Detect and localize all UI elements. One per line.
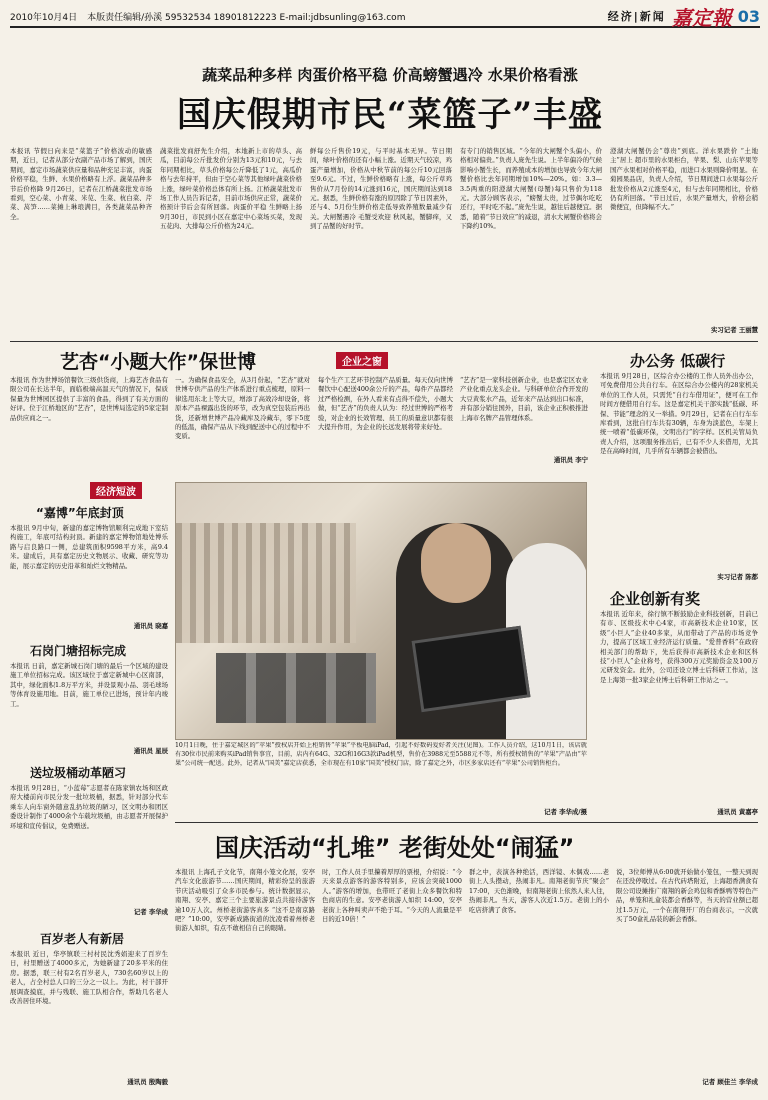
photo-byline: 记者 李华成/摄 bbox=[544, 808, 587, 816]
festival-headline: 国庆活动“扎堆” 老街处处“闹猛” bbox=[215, 834, 575, 862]
lead-headline: 国庆假期市民“菜篮子”丰盛 bbox=[176, 95, 604, 135]
innovate-body: 本报讯 近年来，徐行镇不断鼓励企业科技创新，目前已有市、区级技术中心4家，市高新技术企业10家，区级“小巨人”企业40多家，从而带动了产品的市场竞争力，提高了区域工业经济运行质量。“爱普香料”在政府相关部门的帮助下，先后获得市高新技术企业和区科技“小巨人”企业称号，获得300万元奖励资金及100万元研发资金。此外，公司还设立博士后科研工作站，这是上海第一批3家企业博士后科研工作站之一。 bbox=[600, 610, 758, 684]
brief-3-headline: 送垃圾桶动革陋习 bbox=[30, 766, 127, 780]
festival-column-4: 说，3位师傅从6:00就开始做小笼包，一整天到现在还没停歇过。在古代砖塔附近，上海超香满食有限公司设摊推广南翔的新会鸡包和香酥鸭等特色产品，单笼和礼盒装都会香酥等，当天的营业额已超过1.5万元，一个在南翔开厂的台商表示，一次就买了50盒礼品装的新会香酥。 bbox=[616, 868, 758, 924]
photo-person-face bbox=[421, 523, 491, 603]
lead-column-4: 有专门的销售区域。“今年的大闸蟹个头偏小，价格相对偏贵。”负责人庞先生说。上半年偏冷的气候影响小蟹生长，而养殖成本的增加也导致今年大闸蟹价格比去年同期增加10%—20%。如：3.3—3.5两重的阳澄湖大闸蟹(母蟹)每只售价为118元。大部分顾客表示，“螃蟹太贵，过节偶尔吃吃还行，平时吃不起。”庞先生说，越往后越便宜。据悉，随着“节日效应”的减退，清水大闸蟹价格将会下降约10%。 bbox=[460, 147, 602, 231]
page-header bbox=[10, 6, 760, 28]
brief-2-headline: 石岗门塘招标完成 bbox=[30, 644, 127, 658]
brief-1-body: 本报讯 9月中旬，新建的嘉定博物馆顺利完成地下室结构施工，年底可结构封顶。新建的嘉定博物馆地处博乐路与启良路口一侧，总建筑面积9598平方米，高9.4米。建成后，具有嘉定历史文物展示、收藏、研究等功能，展示嘉定的历史沿革和灿烂文物精品。 bbox=[10, 524, 168, 570]
art-column-3: 每个生产工艺环节控制产品质量。每天仅向世博餐饮中心配送400余公斤的产品，每件产品都经过严格检测，在外人看来有点得不偿失，小题大做，但“艺杏”的负责人认为：经过世博的严格考验，对企业的长效管理、员工的质量意识都有很大提升作用，为企业的长远发展将带来好处。 bbox=[318, 376, 453, 432]
art-byline: 通讯员 李宁 bbox=[553, 456, 588, 464]
photo-display-screens bbox=[216, 653, 376, 723]
brief-1-headline: “嘉博”年底封顶 bbox=[36, 506, 124, 520]
brief-1-byline: 通讯员 晓嘉 bbox=[133, 622, 168, 630]
festival-column-2: 时，工作人员手里攥着厚厚的票根，介绍说：“今天来景点游客的游客特别多，应该会突破1000人。”游客的增加，也带旺了老街上众多餐饮和特色商店的生意。安亭老街游人如织 14:00，安亭老街上各种叫卖声不绝于耳。“今天的人流量是平日的近10倍！” bbox=[322, 868, 462, 924]
page-number: 03 bbox=[737, 6, 760, 26]
divider-rule bbox=[10, 341, 758, 342]
art-column-1: 本报讯 作为世博场馆餐饮三级供货商，上海艺杏食品有限公司在长达半年，面临极端高温天气的情况下，保质保量为世博园区提供了丰富的食品，得到了有关方面的好评。位于江桥地区的“艺杏”，是世博局选定的5家定制品供应商之一。 bbox=[10, 376, 168, 422]
lead-subheadline: 蔬菜品种多样 肉蛋价格平稳 价高螃蟹遇冷 水果价格看涨 bbox=[202, 66, 578, 84]
lead-column-1: 本报讯 节假日向来是“菜篮子”价格波动的敏感期，近日，记者从部分农副产品市场了解到，国庆期间，嘉定市场蔬菜供应量和品种充足丰富，肉蛋价格平稳，生鲜、水果价格略有上浮。蔬菜品种多 节后价格降 9月26日，记者在江桥蔬菜批发市场看到，空心菜、小青菜、米苋、生菜、杭白菜、芹菜、莴笋……菜摊上琳琅满目，各类蔬菜品种齐全。 bbox=[10, 147, 152, 221]
art-section-tag: 企业之窗 bbox=[336, 352, 388, 369]
brief-4-headline: 百岁老人有新居 bbox=[40, 932, 125, 946]
brief-3-byline: 记者 李华成 bbox=[133, 908, 168, 916]
editor-info: 本版责任编辑/孙溪 59532534 18901812223 E-mail:jdbsunling@163.com bbox=[87, 12, 406, 23]
innovate-headline: 企业创新有奖 bbox=[610, 590, 701, 608]
brief-4-byline: 通讯员 殷陶毅 bbox=[127, 1078, 168, 1086]
newspaper-brand: 嘉定報 bbox=[671, 5, 732, 30]
festival-column-3: 群之中，表演各种绝活，西洋镜、木偶戏……老街上人头攒动，热闹非凡。南翔老街节庆“聚会” 17:00，天色渐晚，但南翔老街上依然人来人往，热闹非凡。当天，游客人次近1.5万。老街上的小吃店挤满了食客。 bbox=[469, 868, 609, 914]
lead-column-5: 澄湖大闸蟹仍会“尊贵”到底。洋水果跌价 “土地主”居上 超市里的水果柜台，苹果、梨、山东苹果等国产水果相对价格平稳，而进口水果则降价明显。在菊园果品店，负责人介绍，节日期间进口水果每公斤批发价格从2元涨至4元，但与去年同期相比，价格仍有所回落。“节日过后，水果产量增大，价格会稍微便宜，但降幅不大。” bbox=[610, 147, 758, 212]
brief-2-byline: 通讯员 星辰 bbox=[133, 747, 168, 755]
lead-byline: 实习记者 王丽慧 bbox=[711, 326, 758, 334]
festival-column-1: 本报讯 上海孔子文化节，南翔小笼文化展，安亭汽车文化旅游节……国庆期间，精彩纷呈的旅游节庆活动吸引了众多市民参与。统计数据显示，南翔、安亭、嘉定三个主要旅游景点共接待游客逾10万人次。州桥老街游客真多 “这不是南京路吧？”10:00，安亭新成路街道的沈凌看着州桥老街游人如织，有点不敢相信自己的眼睛。 bbox=[175, 868, 315, 933]
art-column-4: “艺杏”是一家科技创新企业，也是嘉定区农业产业化重点龙头企业。与科研单位合作开发的大豆黄浆水产品，近年来产品达到出口标准，并有部分销往国外，目前，该企业正积极推进上海市名牌产品管理体系。 bbox=[460, 376, 588, 422]
office-byline: 实习记者 陈都 bbox=[717, 573, 758, 581]
festival-byline: 记者 顾佳兰 李华成 bbox=[702, 1078, 758, 1086]
festival-divider bbox=[175, 822, 758, 823]
lead-column-3: 鲜每公斤售价19元，与平时基本无异。节日期间，绿叶价格的还有小幅上涨。近期天气较凉，鸡蛋产量增加，价格从中秋节前的每公斤10元回落至9.6元。不过，生鲜价格略有上涨，每公斤草鸡售价从7月份的14元涨到16元，国庆期间达到18元。据悉，生鲜价格有涨的原因除了节日因素外，还与4、5月份生鲜价格走低导致养殖数量减少有关。大闸蟹遇冷 毛蟹受欢迎 秋风起，蟹脚痒，又到了品蟹的好时节。 bbox=[310, 147, 452, 231]
section-name: 经济|新闻 bbox=[607, 10, 666, 23]
photo-tablet bbox=[412, 626, 531, 713]
brief-2-body: 本报讯 日前，嘉定新城石岗门塘的最后一个区域的建设施工单位招标完成。该区域位于嘉定新城中心区南部，其中，绿化面积1.8万平方米，并设景观小品、羽毛球场等体育设施用地。目前，施工单位已进场，预计年内竣工。 bbox=[10, 662, 168, 708]
art-column-2: 一。为确保食品安全，从3月份起，“艺杏”就对世博专供产品的生产体系进行重点梳理，原料一律选用东北上等大豆，增添了高效冷却设备，将原本产品裸露出货的环节，改为真空包装后再出货，还新增世博产品冷藏库及冷藏车，零下5度的低温，确保产品从下线到配送中心的过程中不变质。 bbox=[175, 376, 310, 441]
office-body: 本报讯 9月28日，区综合办公楼的工作人员外出办公，可免费借用公共自行车。在区综合办公楼内的28家机关单位的工作人员，只需凭“自行车借用证”，便可在工作时间方便借用自行车。这是嘉定机关干部实践“低碳、环保、节能”理念的又一举措。9月29日，记者在自行车车库看到，这批自行车共有30辆，车身为淡蓝色，车架上统一喷着“低碳环保，文明出行”的字样。区机关管局负责人介绍，这项服务推出后，已有不少人来借用，尤其是在高峰时间，几乎所有车辆都会被借出。 bbox=[600, 372, 758, 456]
brief-section-tag: 经济短波 bbox=[90, 482, 142, 499]
photo-caption: 10月1日晚，住于嘉定城区的“苹果”授权店开始上柜销售“苹果”平板电脑iPad，引起不好数码爱好者关注(见图)。工作人员介绍，这10月1日，该店就有30位市民前来购买iPad销售事宜，目前，店内有64G、32G和16G3款iPad机型，售价在3988元至5588元不等，所有授权销售的“苹果”产品由“苹果”公司统一配送。此外，记者从“国美”嘉定店获悉，全市现在有10家“国美”授权门店，除了嘉定之外，市区多家店还有“苹果”公司销售柜台。 bbox=[175, 742, 587, 767]
brief-3-body: 本报讯 9月28日，“小蓝莓”志愿者在陈家镇农场和区政府大楼前向市民分发一批垃圾桶，据悉，针对部分代车乘车人向车窗外随意乱扔垃圾的陋习，区文明办和团区委设计制作了4000余个车载垃圾桶，由志愿者开展保护环境和宣传倡议，免费赠送。 bbox=[10, 784, 168, 830]
office-headline: 办公务 低碳行 bbox=[630, 352, 726, 370]
art-headline: 艺杏“小题大作”保世博 bbox=[60, 351, 256, 373]
lead-column-2: 蔬菜批发商舒先生介绍，本地新上市的草头、高瓜，目前每公斤批发价分别为13元和10元，与去年同期相比，草头价格每公斤降低了1元，高瓜价格与去年持平，但由于空心菜等其他绿叶蔬菜价格上涨，绿叶菜价格总体有所上扬。江桥蔬菜批发市场工作人员告诉记者，目前市场供应正常，蔬菜价格预计节后会有所回落。肉蛋价平稳 生鲜略上扬 9月30日，市民到小区在嘉定中心菜场买菜，发现五花肉、大排每公斤价格为24元。 bbox=[160, 147, 302, 231]
brief-4-body: 本报讯 近日，华亭镇联三村村民沈秀娟迎来了百岁生日，村里赠送了4000多元，为她新建了20多平米的住房。据悉，联三村有2名百岁老人，730名60岁以上的老人，占全村总人口的三分之一以上。为此，村干部开展调查摸底，并与残联、施工队相合作，帮助几名老人改善居住环境。 bbox=[10, 950, 168, 1006]
news-photo bbox=[175, 482, 587, 740]
header-right bbox=[608, 2, 760, 31]
issue-date: 2010年10月4日 bbox=[10, 12, 78, 23]
innovate-byline: 通讯员 黄嘉亭 bbox=[717, 808, 758, 816]
photo-store-shelf bbox=[176, 523, 356, 643]
